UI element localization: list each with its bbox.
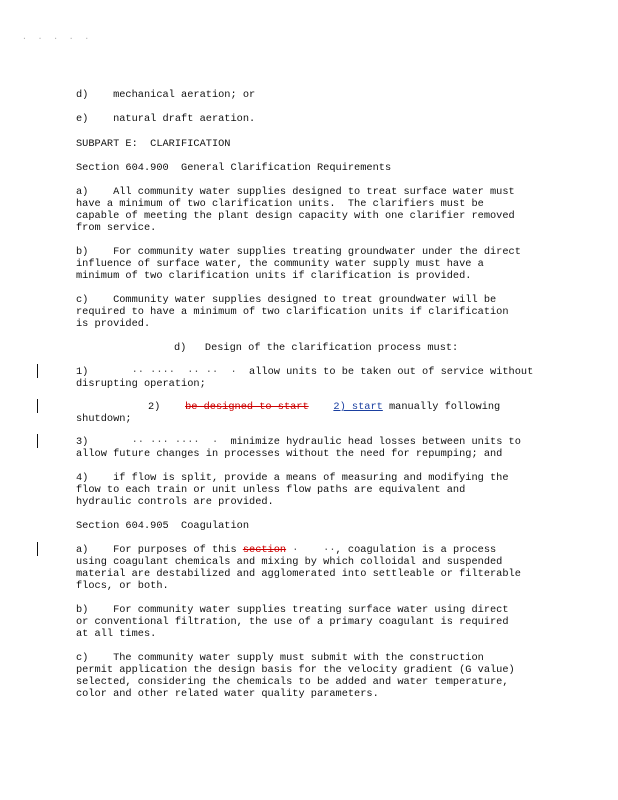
sec905-a-line1 [76, 544, 496, 556]
change-bar [37, 364, 38, 378]
d1-text: allow units to be taken out of service without [249, 366, 534, 378]
item-d: d) mechanical aeration; or [76, 89, 256, 101]
sec900-b-line2: influence of surface water, the community water supply must have a [76, 258, 484, 270]
sec900-a-line1: a) All community water supplies designed to treat surface water must [76, 186, 515, 198]
sec900-d4-line2: flow to each train or unit unless flow paths are equivalent and [76, 484, 466, 496]
sec900-d4-line3: hydraulic controls are provided. [76, 496, 274, 508]
sec900-c-line1: c) Community water supplies designed to treat groundwater will be [76, 294, 497, 306]
a-struck-text: section [242, 544, 287, 556]
sec900-a-line3: capable of meeting the plant design capacity with one clarifier removed [76, 210, 515, 222]
sec905-a-line2: using coagulant chemicals and mixing by which colloidal and suspended [76, 556, 503, 568]
sec905-a-line3: material are destabilized and agglomerated into settleable or filterable [76, 568, 521, 580]
d1-smudged: ·· ···· ·· ·· · [119, 366, 250, 378]
change-bar [37, 434, 38, 448]
sec905-c-line1: c) The community water supply must submit with the construction [76, 652, 484, 664]
d3-smudged: ·· ··· ···· · [119, 436, 231, 448]
d2-inserted-text: 2) start [333, 401, 383, 413]
sec900-d3-line2: allow future changes in processes without the need for repumping; and [76, 448, 503, 460]
sec900-d1-line2: disrupting operation; [76, 378, 206, 390]
sec900-d2-line2: shutdown; [76, 413, 132, 425]
section-905-heading: Section 604.905 Coagulation [76, 520, 250, 532]
a-tail: , coagulation is a process [335, 544, 497, 556]
scan-marks: . . . . . [22, 33, 93, 42]
change-bar [37, 399, 38, 413]
sec900-d2-line1 [148, 401, 500, 413]
d2-struck-text: be designed to start [185, 401, 309, 413]
d2-rest: manually following [382, 401, 501, 413]
a-smudged: · ·· [286, 544, 336, 556]
sec905-c-line4: color and other related water quality parameters. [76, 688, 379, 700]
item-e: e) natural draft aeration. [76, 113, 256, 125]
sec900-d1-line1 [76, 366, 533, 378]
change-bar [37, 542, 38, 556]
sec900-c-line3: is provided. [76, 318, 151, 330]
sec905-c-line2: permit application the design basis for the velocity gradient (G value) [76, 664, 515, 676]
sec900-a-line4: from service. [76, 222, 157, 234]
sec900-b-line3: minimum of two clarification units if clarification is provided. [76, 270, 472, 282]
subpart-heading: SUBPART E: CLARIFICATION [76, 138, 231, 150]
sec905-b-line2: or conventional filtration, the use of a primary coagulant is required [76, 616, 509, 628]
sec905-b-line1: b) For community water supplies treating surface water using direct [76, 604, 509, 616]
sec905-b-line3: at all times. [76, 628, 157, 640]
d3-text: minimize hydraulic head losses between units to [230, 436, 521, 448]
sec905-a-line4: flocs, or both. [76, 580, 169, 592]
d3-number: 3) [76, 436, 120, 448]
d2-number: 2) [148, 401, 161, 413]
sec905-c-line3: selected, considering the chemicals to be added and water temperature, [76, 676, 509, 688]
sec900-d4-line1: 4) if flow is split, provide a means of measuring and modifying the [76, 472, 509, 484]
section-900-heading: Section 604.900 General Clarification Requirements [76, 162, 392, 174]
sec900-a-line2: have a minimum of two clarification units. The clarifiers must be [76, 198, 484, 210]
sec900-d3-line1 [76, 436, 521, 448]
sec900-b-line1: b) For community water supplies treating groundwater under the direct [76, 246, 521, 258]
a-prefix: a) For purposes of this [76, 544, 243, 556]
sec900-d-intro: d) Design of the clarification process must: [174, 342, 459, 354]
d1-number: 1) [76, 366, 120, 378]
sec900-c-line2: required to have a minimum of two clarification units if clarification [76, 306, 509, 318]
